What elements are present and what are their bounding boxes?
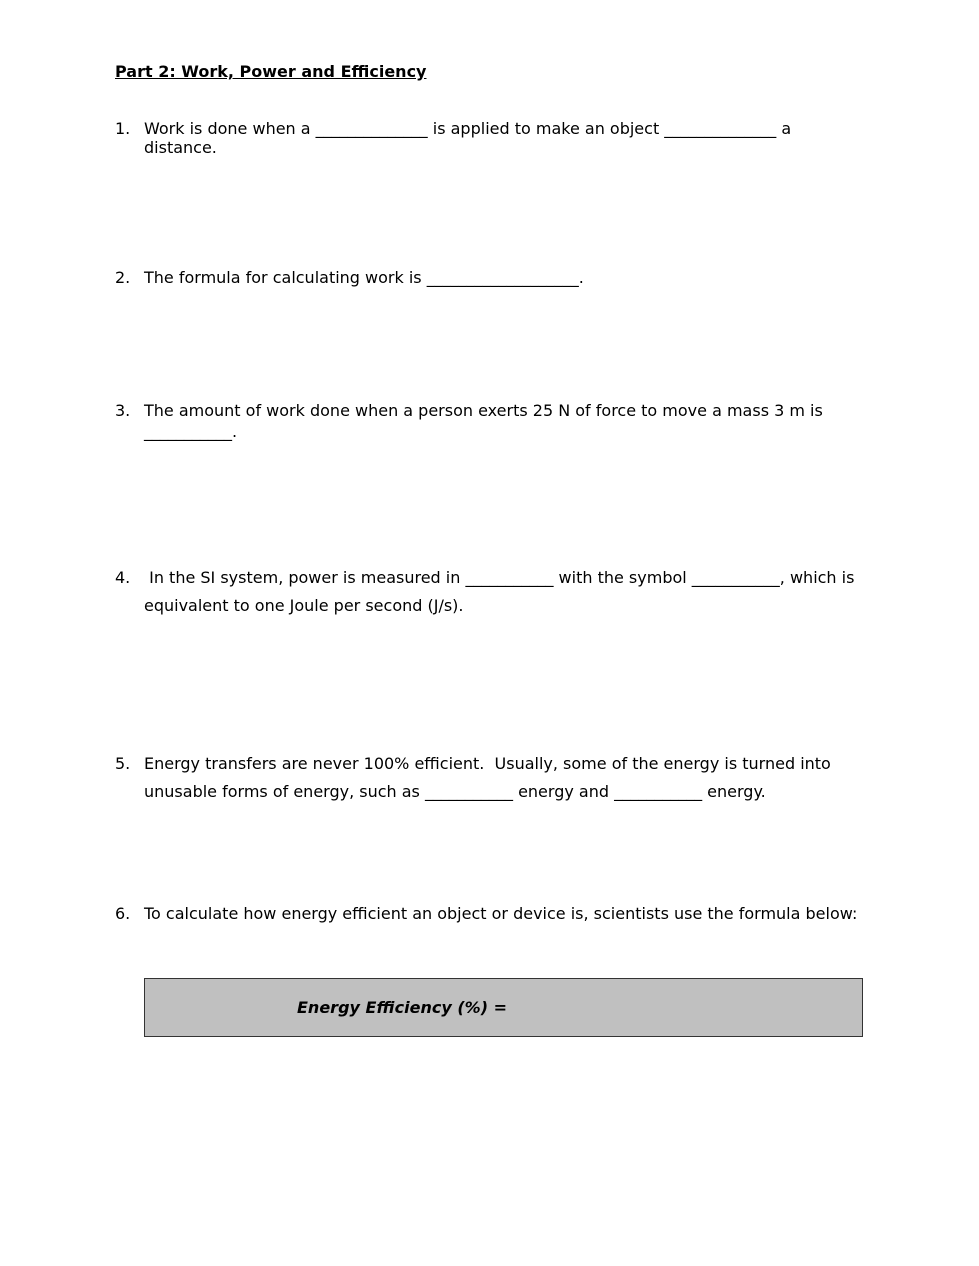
formula-label: Energy Efficiency (%) = xyxy=(297,998,507,1017)
question-text: Work is done when a ______________ is applied to make an object ______________ a distance. xyxy=(144,119,797,157)
question-5 xyxy=(115,750,865,806)
formula-box xyxy=(144,978,863,1037)
question-text: To calculate how energy efficient an object or device is, scientists use the formula below: xyxy=(144,904,858,923)
question-4 xyxy=(115,564,865,620)
question-number: 2. xyxy=(115,268,131,287)
question-6 xyxy=(115,904,875,923)
question-1 xyxy=(115,119,865,157)
question-text: The amount of work done when a person exerts 25 N of force to move a mass 3 m is ___________. xyxy=(144,401,828,441)
question-number: 3. xyxy=(115,401,131,420)
page-title: Part 2: Work, Power and Efficiency xyxy=(115,62,427,81)
question-text: The formula for calculating work is ___________________. xyxy=(144,268,584,287)
question-number: 6. xyxy=(115,904,131,923)
question-number: 1. xyxy=(115,119,131,138)
question-2 xyxy=(115,268,865,287)
question-3 xyxy=(115,400,865,442)
question-text: In the SI system, power is measured in ___________ with the symbol ___________, which is equivalent to one Joule per second (J/s). xyxy=(144,568,860,615)
question-text: Energy transfers are never 100% efficient. Usually, some of the energy is turned into unusable forms of energy, such as ___________ energy and ___________ energy. xyxy=(144,754,836,801)
question-number: 5. xyxy=(115,754,131,773)
question-number: 4. xyxy=(115,568,131,587)
